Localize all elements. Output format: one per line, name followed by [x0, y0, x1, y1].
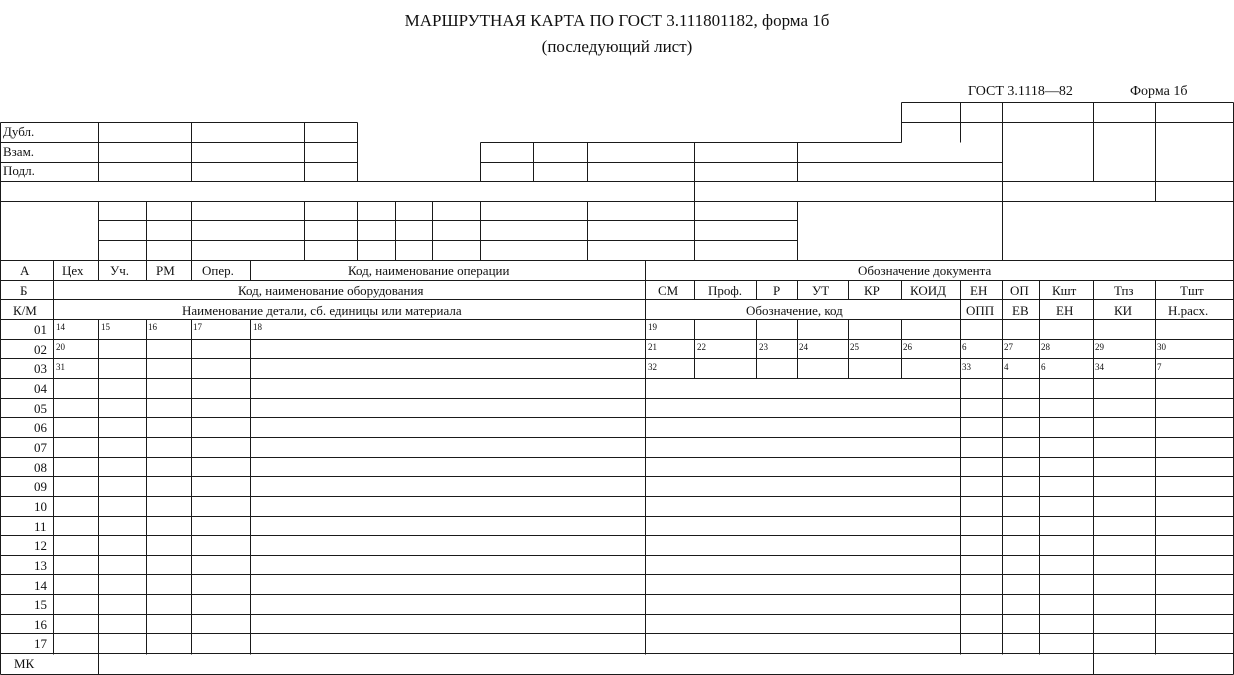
- row-number: 05: [34, 401, 47, 416]
- field-number: 32: [648, 362, 657, 372]
- field-number: 20: [56, 342, 65, 352]
- field-number: 22: [697, 342, 706, 352]
- field-number: 26: [903, 342, 912, 352]
- form-title: МАРШРУТНАЯ КАРТА ПО ГОСТ 3.111801182, форма 1б: [404, 11, 830, 30]
- row-number: 13: [34, 558, 47, 573]
- row-number: 08: [34, 460, 47, 475]
- header-b-tpz: Тпз: [1114, 283, 1134, 298]
- header-a-section: Уч.: [110, 263, 129, 278]
- label-dubl: Дубл.: [3, 124, 35, 139]
- header-a-document: Обозначение документа: [858, 263, 992, 278]
- field-number: 17: [193, 322, 202, 332]
- field-number: 24: [799, 342, 808, 352]
- field-number: 21: [648, 342, 657, 352]
- header-km-en: ЕН: [1056, 303, 1074, 318]
- row-number: 12: [34, 538, 47, 553]
- header-b-ksht: Кшт: [1052, 283, 1077, 298]
- row-number: 15: [34, 597, 47, 612]
- header-b-prof: Проф.: [708, 283, 743, 298]
- header-a-workplace: РМ: [156, 263, 175, 278]
- row-number: 03: [34, 361, 47, 376]
- field-number: 34: [1095, 362, 1104, 372]
- field-number: 27: [1004, 342, 1013, 352]
- header-b-tsht: Тшт: [1180, 283, 1204, 298]
- field-number: 14: [56, 322, 65, 332]
- header-km-part-name: Наименование детали, сб. единицы или материала: [182, 303, 462, 318]
- label-vzam: Взам.: [3, 144, 35, 159]
- form-number: Форма 1б: [1130, 84, 1188, 99]
- row-number: 09: [34, 479, 47, 494]
- field-number: 18: [253, 322, 262, 332]
- field-number: 23: [759, 342, 768, 352]
- row-number: 04: [34, 381, 47, 396]
- field-number: 25: [850, 342, 859, 352]
- header-km-designation: Обозначение, код: [746, 303, 843, 318]
- field-number: 19: [648, 322, 657, 332]
- field-number: 31: [56, 362, 65, 372]
- header-km-nrash: Н.расх.: [1168, 303, 1209, 318]
- row-number: 01: [34, 322, 47, 337]
- field-number: 15: [101, 322, 110, 332]
- row-number: 10: [34, 499, 47, 514]
- field-number: 4: [1004, 362, 1009, 372]
- field-number: 7: [1157, 362, 1162, 372]
- header-a-operation: Опер.: [202, 263, 234, 278]
- header-km-ki: КИ: [1114, 303, 1133, 318]
- header-km-code: К/М: [13, 303, 37, 318]
- row-number: 17: [34, 636, 47, 651]
- field-number: 33: [962, 362, 971, 372]
- form-subtitle: (последующий лист): [541, 37, 693, 56]
- label-podl: Подл.: [3, 163, 35, 178]
- row-number: 16: [34, 617, 47, 632]
- header-b-en: ЕН: [970, 283, 988, 298]
- field-number: 29: [1095, 342, 1104, 352]
- header-b-equipment: Код, наименование оборудования: [238, 283, 424, 298]
- header-km-ev: ЕВ: [1012, 303, 1029, 318]
- row-number: 06: [34, 420, 47, 435]
- footer-mk: МК: [14, 656, 35, 671]
- field-number: 16: [148, 322, 157, 332]
- form-standard-code: ГОСТ 3.1118—82: [968, 84, 1073, 99]
- field-number: 30: [1157, 342, 1166, 352]
- row-number: 07: [34, 440, 47, 455]
- header-b-r: Р: [773, 283, 781, 298]
- header-b-ut: УТ: [812, 283, 830, 298]
- row-number: 02: [34, 342, 47, 357]
- header-a-workshop: Цех: [62, 263, 84, 278]
- row-number: 11: [34, 519, 47, 534]
- header-b-koid: КОИД: [910, 283, 946, 298]
- field-number: 6: [1041, 362, 1046, 372]
- header-b-code: Б: [20, 283, 28, 298]
- row-number: 14: [34, 578, 47, 593]
- header-b-op: ОП: [1010, 283, 1029, 298]
- header-a-operation-name: Код, наименование операции: [348, 263, 510, 278]
- field-number: 28: [1041, 342, 1050, 352]
- header-b-sm: СМ: [658, 283, 679, 298]
- header-b-kr: КР: [864, 283, 880, 298]
- header-km-opp: ОПП: [966, 303, 995, 318]
- header-a-code: А: [20, 263, 30, 278]
- field-number: 6: [962, 342, 967, 352]
